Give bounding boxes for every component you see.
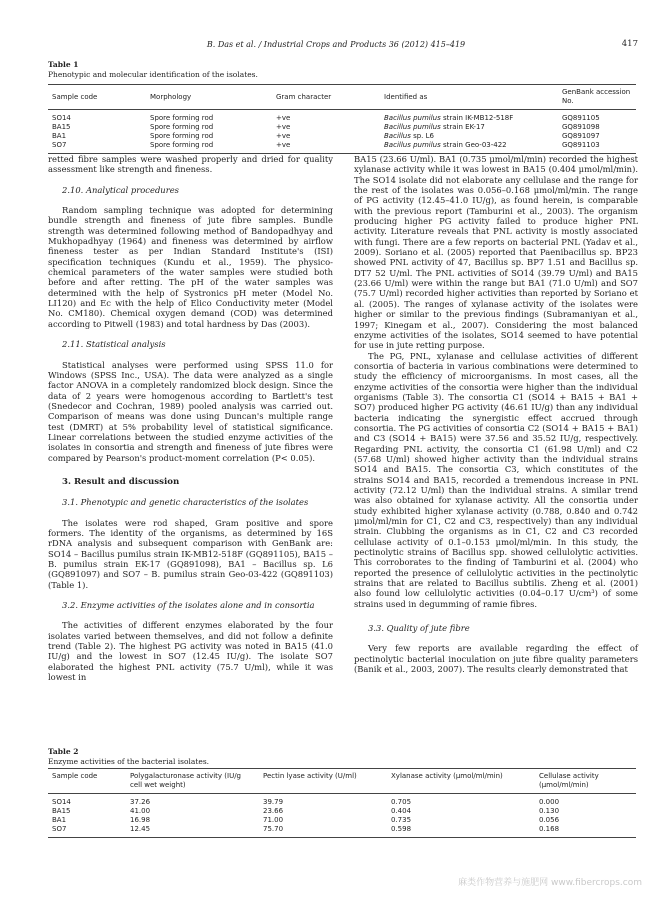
morphology-cell: Spore forming rod	[150, 132, 214, 140]
sample-code-cell: SO7	[52, 141, 67, 149]
cellulase-cell: 0.130	[539, 807, 560, 815]
pg-activity-cell: 12.45	[130, 825, 151, 833]
table2	[48, 768, 636, 838]
strain-name: sp. L6	[410, 132, 434, 140]
table1-caption-text: Phenotypic and molecular identification of the isolates.	[48, 70, 258, 79]
section-heading-2-11: 2.11. Statistical analysis	[62, 339, 166, 350]
section-heading-3-3: 3.3. Quality of jute fibre	[368, 623, 470, 634]
pectin-lyase-cell: 75.70	[263, 825, 284, 833]
table2-col-header: Xylanase activity (μmol/ml/min)	[391, 772, 503, 780]
table2-row	[48, 794, 636, 808]
sample-code-cell: SO7	[52, 825, 67, 833]
paragraph-isolates: The isolates were rod shaped, Gram positive and spore formers. The identity of the organisms, as determined by 16S rDNA analysis and subsequent comparison with GenBank are: SO14 – Bacillus pumilus strain IK-MB12-518F (GQ891105), BA15 – B. pumilus strain EK-17 (GQ891098), BA1 – Bacillus sp. L6 (GQ891097) and SO7 – B. pumilus strain Geo-03-422 (GQ891103) (Table 1).	[48, 517, 333, 590]
paragraph-statistical: Statistical analyses were performed using SPSS 11.0 for Windows (SPSS Inc., USA). The data were analyzed as a single factor ANOVA in a completely randomized block design. Since the data of 2 years were homogenous according to Bartlett's test (Snedecor and Cochran, 1989) pooled analysis was carried out. Comparison of means was done using Duncan's multiple range test (DMRT) at 5% probability level of statistical significance. Linear correlations between the studied enzyme activities of the isolates in consortia and strength and fineness of jute fibres were compared by Pearson's product-moment correlation (P< 0.05).	[48, 359, 333, 463]
pg-activity-cell: 37.26	[130, 798, 151, 806]
table1-col-header: Identified as	[384, 92, 428, 101]
table1-col-header: Sample code	[52, 92, 98, 101]
gram-cell: +ve	[276, 132, 291, 140]
gram-cell: +ve	[276, 114, 291, 122]
strain-name: strain IK-MB12-518F	[440, 114, 514, 122]
table2-col-header: Sample code	[52, 772, 98, 780]
identified-as-cell	[380, 141, 558, 154]
gram-cell: +ve	[276, 141, 291, 149]
accession-cell: GQ891105	[562, 114, 600, 122]
paragraph-quality: Very few reports are available regarding the effect of pectinolytic bacterial inoculation on jute fibre quality parameters (Banik et al., 2003, 2007). The results clearly demonstrated that	[354, 643, 638, 675]
watermark: 麻类作物营养与施肥网 www.fibercrops.com	[458, 878, 642, 888]
table1-row	[48, 123, 636, 132]
cellulase-cell: 0.168	[539, 825, 560, 833]
section-heading-3: 3. Result and discussion	[62, 476, 180, 487]
xylanase-cell: 0.735	[391, 816, 412, 824]
right-column	[354, 154, 638, 675]
morphology-cell: Spore forming rod	[150, 114, 214, 122]
table2-header-row	[48, 769, 636, 794]
table2-caption	[48, 747, 209, 767]
table1-col-header: Gram character	[276, 92, 332, 101]
table2-col-header: Pectin lyase activity (U/ml)	[263, 772, 357, 780]
species-name: Bacillus pumilus	[384, 141, 441, 149]
cellulase-cell: 0.056	[539, 816, 560, 824]
table2-row	[48, 816, 636, 825]
xylanase-cell: 0.598	[391, 825, 412, 833]
table2-col-header: Cellulase activity (μmol/ml/min)	[539, 772, 599, 789]
xylanase-cell: 0.404	[391, 807, 412, 815]
sample-code-cell: BA1	[52, 132, 67, 140]
table2-label: Table 2	[48, 747, 79, 756]
page-number: 417	[621, 39, 638, 49]
sample-code-cell: BA15	[52, 123, 71, 131]
table1	[48, 84, 636, 154]
table2-caption-text: Enzyme activities of the bacterial isolates.	[48, 757, 210, 766]
left-column	[48, 154, 333, 682]
accession-cell: GQ891097	[562, 132, 600, 140]
section-heading-3-1: 3.1. Phenotypic and genetic characteristics of the isolates	[62, 497, 309, 508]
pectin-lyase-cell: 71.00	[263, 816, 284, 824]
table1-col-header: Morphology	[150, 92, 192, 101]
pg-activity-cell: 41.00	[130, 807, 151, 815]
identified-as-cell	[380, 123, 558, 132]
sample-code-cell: SO14	[52, 114, 71, 122]
accession-cell: GQ891103	[562, 141, 600, 149]
paragraph-analytical: Random sampling technique was adopted for determining bundle strength and fineness of jute fibre samples. Bundle strength was determined following method of Bandopadhyay and Mukhopadhyay (1964) and fineness was determined by airflow fineness tester as per Indian Standard Institute's (ISI) specification techniques (Kundu et al., 1959). The physico-chemical parameters of the water samples were studied both before and after retting. The pH of the water samples was determined with the help of Systronics pH meter (Model No. LI120) and Ec with the help of Elico Conductivity meter (Model No. CM180). Chemical oxygen demand (COD) was determined according to Pitwell (1983) and total hardness by Das (2003).	[48, 205, 333, 329]
gram-cell: +ve	[276, 123, 291, 131]
table1-row	[48, 132, 636, 141]
sample-code-cell: BA15	[52, 807, 71, 815]
identified-as-cell	[380, 110, 558, 124]
species-name: Bacillus pumilus	[384, 123, 441, 131]
identified-as-cell	[380, 132, 558, 141]
morphology-cell: Spore forming rod	[150, 141, 214, 149]
morphology-cell: Spore forming rod	[150, 123, 214, 131]
sample-code-cell: SO14	[52, 798, 71, 806]
table1-caption	[48, 60, 258, 80]
table1-col-header: GenBank accession No.	[562, 88, 631, 105]
table1-row	[48, 110, 636, 124]
species-name: Bacillus	[384, 132, 411, 140]
cellulase-cell: 0.000	[539, 798, 560, 806]
table1-label: Table 1	[48, 60, 79, 69]
strain-name: strain EK-17	[440, 123, 485, 131]
accession-cell: GQ891098	[562, 123, 600, 131]
table2-row	[48, 807, 636, 816]
table1-row	[48, 141, 636, 154]
section-heading-2-10: 2.10. Analytical procedures	[62, 184, 179, 195]
table2-col-header: Polygalacturonase activity (IU/g cell wet weight)	[130, 772, 241, 789]
species-name: Bacillus pumilus	[384, 114, 441, 122]
table2-row	[48, 825, 636, 838]
paragraph-enzyme: The activities of different enzymes elaborated by the four isolates varied between themselves, and did not follow a definite trend (Table 2). The highest PG activity was noted in BA15 (41.0 IU/g) and the lowest in SO7 (12.45 IU/g). The isolate SO7 elaborated the highest PNL activity (75.7 U/ml), while it was lowest in	[48, 620, 333, 683]
pg-activity-cell: 16.98	[130, 816, 151, 824]
strain-name: strain Geo-03-422	[440, 141, 507, 149]
running-header: B. Das et al. / Industrial Crops and Products 36 (2012) 415–419	[206, 40, 466, 49]
paragraph: retted fibre samples were washed properly and dried for quality assessment like strength and fineness.	[48, 154, 333, 175]
paragraph-consortia: The PG, PNL, xylanase and cellulase activities of different consortia of bacteria in various combinations were determined to study the efficiency of microorganisms. In most cases, all the enzyme activities of the consortia were higher than the individual organisms (Table 3). The consortia C1 (SO14 + BA15 + BA1 + SO7) produced higher PG activity (46.61 IU/g) than any individual bacteria indicating the synergistic effect accrued through consortia. The PG activities of consortia C2 (SO14 + BA15 + BA1) and C3 (SO14 + BA15) were 37.56 and 35.52 IU/g, respectively. Regarding PNL activity, the consortia C1 (61.98 U/ml) and C2 (57.68 U/ml) showed higher activity than the individual strains SO14 and BA15. The consortia C3, which constitutes of the strains SO14 and BA15, recorded a tremendous increase in PNL activity (72.12 U/ml) than the individual strains. A similar trend was also obtained for xylanase activity. All the consortia under study exhibited higher xylanase activity (0.788, 0.840 and 0.742 μmol/ml/min for C1, C2 and C3, respectively) than any individual strain. Clubbing the organisms as in C1, C2 and C3 recorded cellulase activity of 0.1–0.153 μmol/ml/min. In this study, the pectinolytic strains of Bacillus spp. showed cellulolytic activities. This corroborates to the finding of Tamburini et al. (2004) who reported the presence of cellulolytic activities in the pectinolytic strains that are related to Bacillus subtilis. Zheng et al. (2001) also found low cellulolytic activities (0.04–0.17 U/cm³) of some strains used in degumming of ramie fibres.	[354, 350, 638, 609]
pectin-lyase-cell: 39.79	[263, 798, 284, 806]
section-heading-3-2: 3.2. Enzyme activities of the isolates alone and in consortia	[62, 600, 315, 611]
table1-header-row	[48, 85, 636, 110]
pectin-lyase-cell: 23.66	[263, 807, 284, 815]
paragraph-activities: BA15 (23.66 U/ml). BA1 (0.735 μmol/ml/min) recorded the highest xylanase activity while it was lowest in BA15 (0.404 μmol/ml/min). The SO14 isolate did not elaborate any cellulase and the range for the rest of the isolates was 0.056–0.168 μmol/ml/min. The range of PG activity (12.45–41.0 IU/g), as found herein, is comparable with the previous report (Tamburini et al., 2003). The organism producing higher PG activity failed to produce higher PNL activity. Literature reveals that PNL activity is mostly associated with fungi. There are a few reports on bacterial PNL (Yadav et al., 2009). Soriano et al. (2005) reported that Paenibacillus sp. BP23 showed PNL activity of 47, Bacillus sp. BP7 1.51 and Bacillus sp. DT7 52 U/ml. The PNL activities of SO14 (39.79 U/ml) and BA15 (23.66 U/ml) were within the range but BA1 (71.0 U/ml) and SO7 (75.7 U/ml) recorded higher activities than reported by Soriano et al. (2005). The ranges of xylanase activity of the isolates were higher or similar to the previous findings (Subramaniyan et al., 1997; Kinegam et al., 2007). Considering the most balanced enzyme activities of the isolates, SO14 seemed to have potential for use in jute retting purpose.	[354, 154, 638, 351]
xylanase-cell: 0.705	[391, 798, 412, 806]
sample-code-cell: BA1	[52, 816, 67, 824]
